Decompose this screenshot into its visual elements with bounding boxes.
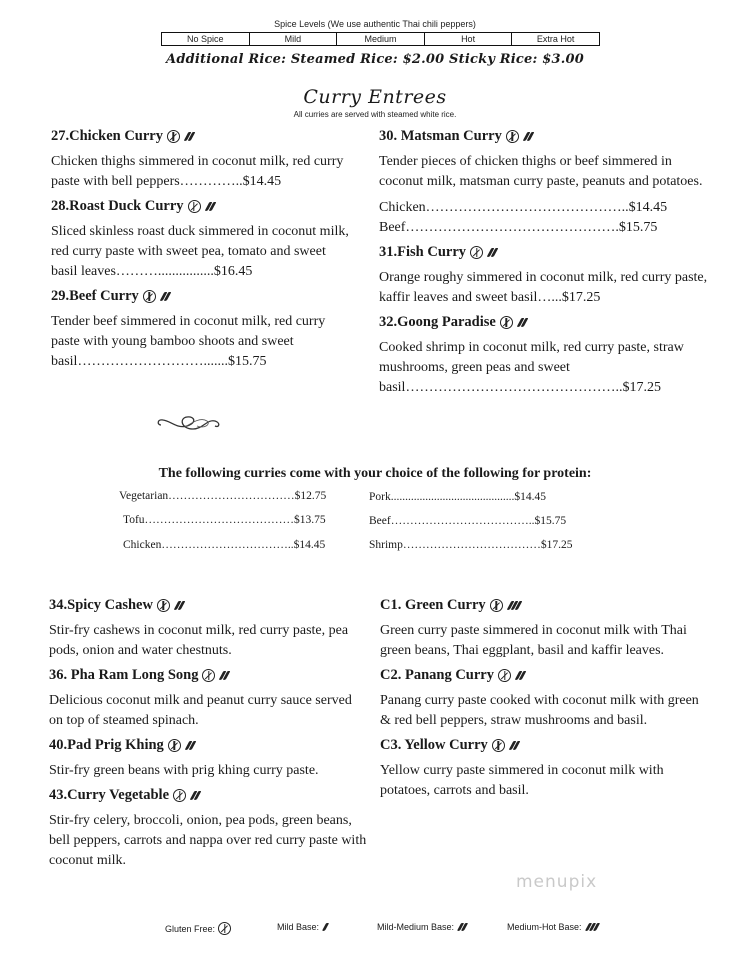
menu-item [380, 667, 710, 731]
gluten-free-icon [173, 789, 186, 802]
menu-item-title: C1. Green Curry [380, 597, 486, 613]
menu-item [379, 128, 709, 238]
menu-item-title: 43.Curry Vegetable [49, 787, 170, 803]
menu-item-description: Tender beef simmered in coconut milk, red curry paste with young bamboo shoots and sweet basil……………………….......$15.75 [51, 314, 326, 369]
curries-left-column [49, 597, 369, 877]
menu-item-description: Yellow curry paste simmered in coconut milk with potatoes, carrots and basil. [380, 763, 664, 798]
chili-pepper-icon [587, 923, 598, 931]
chili-pepper-icon [176, 601, 183, 610]
spice-level-extra-hot: Extra Hot [536, 34, 575, 44]
gluten-free-icon [218, 922, 231, 935]
gluten-free-icon [143, 290, 156, 303]
protein-choice-title: The following curries come with your choice of the following for protein: [158, 466, 592, 481]
menu-item [51, 198, 351, 282]
legend-mild [277, 922, 327, 932]
chili-pepper-icon [187, 741, 194, 750]
gluten-free-icon [167, 130, 180, 143]
legend-medium-hot [507, 922, 598, 932]
gluten-free-icon [506, 130, 519, 143]
section-title: Curry Entrees [303, 86, 447, 108]
gluten-free-icon [470, 246, 483, 259]
menu-item-title: 36. Pha Ram Long Song [49, 667, 199, 683]
legend-mild-medium [377, 922, 466, 932]
spice-levels-title: Spice Levels (We use authentic Thai chili peppers) [274, 19, 476, 29]
menu-item-description: Cooked shrimp in coconut milk, red curry paste, straw mushrooms, green peas and sweet basil………………………………………..$17.25 [379, 340, 684, 395]
menu-item [380, 737, 710, 801]
protein-option-chicken: Chicken……………………………..$14.45 [123, 539, 326, 551]
menu-item-description: Tender pieces of chicken thighs or beef simmered in coconut milk, matsman curry paste, peanuts and potatoes. [379, 154, 703, 189]
menu-item-description: Green curry paste simmered in coconut milk with Thai green beans, Thai eggplant, basil and kaffir leaves. [380, 623, 687, 658]
menu-item-title: 28.Roast Duck Curry [51, 198, 184, 214]
menu-item-description: Chicken thighs simmered in coconut milk, red curry paste with bell peppers…………..$14.45 [51, 154, 344, 189]
menu-item-description: Orange roughy simmered in coconut milk, red curry paste, kaffir leaves and sweet basil…...$17.25 [379, 270, 708, 305]
gluten-free-icon [188, 200, 201, 213]
protein-option-pork: Pork...........................................$14.45 [369, 491, 546, 503]
legend-mild-medium-label: Mild-Medium Base: [377, 922, 455, 932]
menu-item-title: 32.Goong Paradise [379, 314, 496, 330]
menu-item-title: 40.Pad Prig Khing [49, 737, 164, 753]
menu-item-title: C3. Yellow Curry [380, 737, 488, 753]
menu-item-title: 27.Chicken Curry [51, 128, 163, 144]
gluten-free-icon [157, 599, 170, 612]
protein-option-shrimp: Shrimp………………………………$17.25 [369, 539, 573, 551]
spice-level-mild: Mild [250, 33, 338, 45]
chili-pepper-icon [511, 741, 518, 750]
menu-item [380, 597, 710, 661]
menu-item [379, 314, 709, 398]
chili-pepper-icon [207, 202, 214, 211]
additional-rice-prices: Additional Rice: Steamed Rice: $2.00 Sticky Rice: $3.00 [166, 52, 584, 67]
menu-item-description: Stir-fry celery, broccoli, onion, pea pods, green beans, bell peppers, carrots and nappa over red curry paste with coconut milk. [49, 813, 367, 868]
chili-pepper-icon [324, 923, 327, 931]
chili-pepper-icon [525, 132, 532, 141]
menu-item-description: Stir-fry green beans with prig khing curry paste. [49, 763, 319, 778]
chili-pepper-icon [517, 671, 524, 680]
menu-item [49, 667, 369, 731]
chili-pepper-icon [519, 318, 526, 327]
gluten-free-icon [492, 739, 505, 752]
menu-item-description: Sliced skinless roast duck simmered in coconut milk, red curry paste with sweet pea, tomato and sweet basil leaves………................$16.45 [51, 224, 349, 279]
entrees-right-column [379, 128, 709, 404]
menu-item-title: 31.Fish Curry [379, 244, 466, 260]
menu-item-description: Panang curry paste cooked with coconut milk with green & red bell peppers, straw mushrooms and basil. [380, 693, 699, 728]
menu-item-description: Stir-fry cashews in coconut milk, red curry paste, pea pods, onion and water chestnuts. [49, 623, 349, 658]
menu-item-price-beef: Beef……………………………………….$15.75 [379, 220, 658, 235]
menu-item-title: C2. Panang Curry [380, 667, 494, 683]
section-subtitle: All curries are served with steamed white rice. [293, 110, 457, 119]
entrees-left-column [51, 128, 351, 378]
menu-item-title: 30. Matsman Curry [379, 128, 502, 144]
gluten-free-icon [202, 669, 215, 682]
menu-item [51, 128, 351, 192]
protein-option-beef: Beef………………………………..$15.75 [369, 515, 567, 527]
decorative-flourish-icon [155, 413, 223, 433]
spice-levels-table [161, 32, 600, 46]
menu-item [49, 737, 369, 781]
legend-gluten-free-label: Gluten Free: [165, 923, 216, 934]
chili-pepper-icon [162, 292, 169, 301]
menu-item [49, 787, 369, 871]
chili-pepper-icon [509, 601, 520, 610]
chili-pepper-icon [192, 791, 199, 800]
chili-pepper-icon [221, 671, 228, 680]
gluten-free-icon [490, 599, 503, 612]
chili-pepper-icon [459, 923, 466, 931]
legend-gluten-free [165, 922, 231, 935]
protein-option-tofu: Tofu…………………………………$13.75 [123, 514, 326, 526]
menu-item [379, 244, 709, 308]
menu-item-description: Delicious coconut milk and peanut curry sauce served on top of steamed spinach. [49, 693, 352, 728]
menu-item-price-chicken: Chicken……………………………………..$14.45 [379, 200, 668, 215]
gluten-free-icon [168, 739, 181, 752]
legend-medium-hot-label: Medium-Hot Base: [507, 922, 582, 932]
legend-mild-label: Mild Base: [277, 922, 320, 932]
gluten-free-icon [498, 669, 511, 682]
menu-item-title: 34.Spicy Cashew [49, 597, 153, 613]
spice-level-hot: Hot [425, 33, 513, 45]
spice-level-medium: Medium [337, 33, 425, 45]
menu-item [49, 597, 369, 661]
curries-right-column [380, 597, 710, 807]
chili-pepper-icon [489, 248, 496, 257]
menu-item [51, 288, 351, 372]
protein-option-vegetarian: Vegetarian……………………………$12.75 [119, 490, 327, 502]
gluten-free-icon [500, 316, 513, 329]
chili-pepper-icon [186, 132, 193, 141]
spice-level-no-spice: No Spice [162, 33, 250, 45]
watermark: menupix [516, 872, 598, 892]
menu-item-title: 29.Beef Curry [51, 288, 139, 304]
